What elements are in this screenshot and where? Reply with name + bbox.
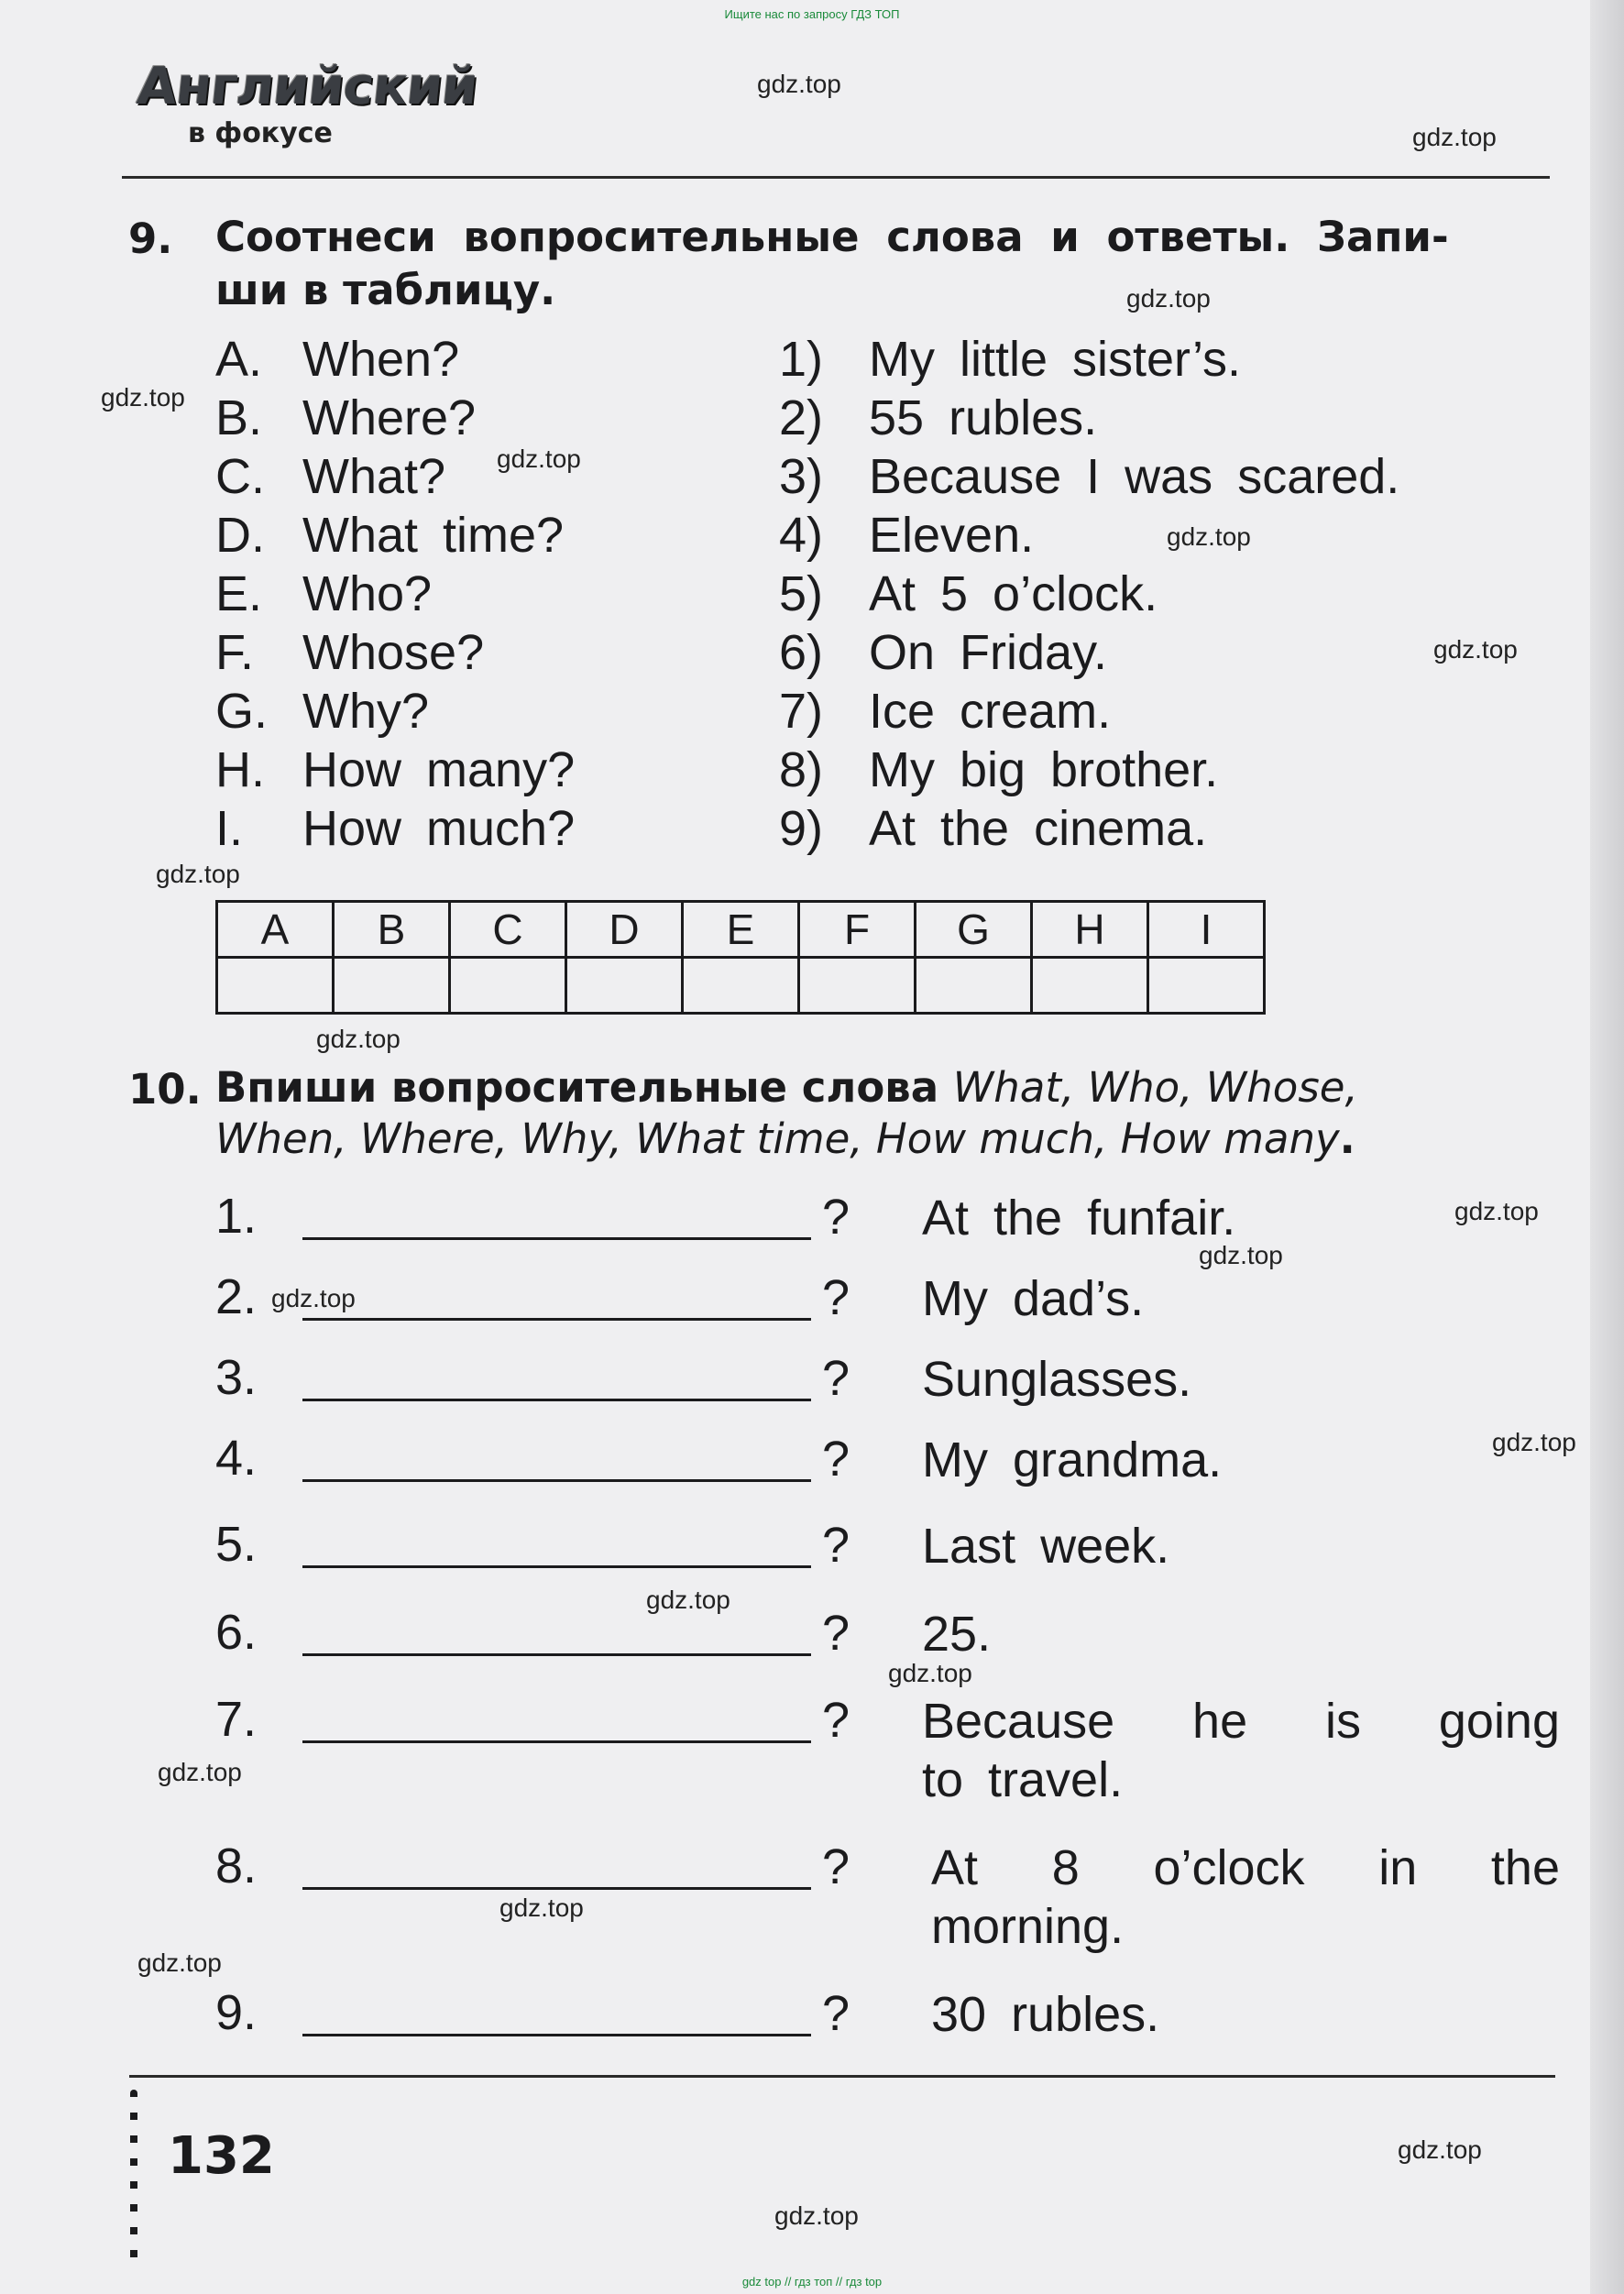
answer-text: 55 rubles. <box>869 390 1098 445</box>
page-number: 132 <box>168 2126 275 2186</box>
answer-number: 5) <box>779 566 824 621</box>
answer-text: My little sister’s. <box>869 332 1242 387</box>
task-10-words-list: When, Where, Why, What time, How much, How many <box>215 1114 1340 1163</box>
answer-blank[interactable] <box>302 1740 811 1743</box>
item-number: 5. <box>215 1517 258 1572</box>
logo-subtitle: в фокусе <box>188 117 333 149</box>
question-letter: B. <box>215 390 263 445</box>
margin-dots <box>130 2090 137 2273</box>
question-letter: D. <box>215 508 265 563</box>
watermark: gdz.top <box>1412 123 1497 151</box>
watermark: gdz.top <box>497 445 581 473</box>
answer-text: On Friday. <box>869 625 1108 680</box>
answer-number: 3) <box>779 449 824 504</box>
table-answer-cell[interactable] <box>566 958 683 1014</box>
question-mark: ? <box>822 1351 850 1406</box>
task-10-number: 10. <box>128 1065 202 1114</box>
watermark: gdz.top <box>1492 1428 1576 1456</box>
question-letter: C. <box>215 449 265 504</box>
table-answer-cell[interactable] <box>916 958 1032 1014</box>
answer-number: 2) <box>779 390 824 445</box>
table-header-cell: H <box>1032 902 1148 958</box>
top-note: Ищите нас по запросу ГДЗ ТОП <box>724 7 900 21</box>
answer-blank[interactable] <box>302 1479 811 1482</box>
answer-number: 6) <box>779 625 824 680</box>
answer-text: At the cinema. <box>869 801 1208 856</box>
task-10-words-line2 <box>215 1113 1355 1166</box>
question-mark: ? <box>822 1190 850 1245</box>
item-answer: Last week. <box>922 1519 1170 1574</box>
question-mark: ? <box>822 1432 850 1487</box>
watermark: gdz.top <box>156 860 240 888</box>
question-letter: H. <box>215 742 265 797</box>
question-text: Where? <box>302 390 477 445</box>
question-mark: ? <box>822 1606 850 1661</box>
watermark: gdz.top <box>1454 1197 1539 1225</box>
item-answer: Sunglasses. <box>922 1352 1192 1407</box>
bottom-note: gdz top // гдз топ // гдз top <box>741 2275 883 2289</box>
question-letter: A. <box>215 332 263 387</box>
item-answer: My grandma. <box>922 1432 1223 1487</box>
header-rule <box>122 176 1550 179</box>
page-edge-shadow <box>1590 0 1624 2294</box>
question-letter: E. <box>215 566 263 621</box>
watermark: gdz.top <box>888 1659 972 1687</box>
answer-blank[interactable] <box>302 1237 811 1240</box>
question-letter: F. <box>215 625 255 680</box>
table-answer-cell[interactable] <box>1148 958 1265 1014</box>
table-header-cell: C <box>450 902 566 958</box>
watermark: gdz.top <box>101 383 185 412</box>
table-header-cell: G <box>916 902 1032 958</box>
answer-number: 7) <box>779 684 824 739</box>
table-header-cell: D <box>566 902 683 958</box>
question-text: How many? <box>302 742 576 797</box>
question-mark: ? <box>822 1518 850 1573</box>
item-number: 1. <box>215 1189 258 1244</box>
watermark: gdz.top <box>1126 284 1211 313</box>
table-answer-cell[interactable] <box>217 958 334 1014</box>
answer-number: 4) <box>779 508 824 563</box>
watermark: gdz.top <box>316 1025 401 1053</box>
item-number: 7. <box>215 1692 258 1747</box>
watermark: gdz.top <box>757 70 841 98</box>
question-text: When? <box>302 332 460 387</box>
answer-blank[interactable] <box>302 1318 811 1321</box>
table-answer-cell[interactable] <box>683 958 799 1014</box>
task-9-title-line1: Соотнеси вопросительные слова и ответы. Запи- <box>215 213 1449 261</box>
table-header-cell: F <box>799 902 916 958</box>
task-9-title-line2: ши в таблицу. <box>215 266 556 314</box>
item-answer: 25. <box>922 1607 992 1662</box>
item-answer-continued: to travel. <box>922 1752 1124 1807</box>
watermark: gdz.top <box>774 2201 859 2230</box>
answer-text: Because I was scared. <box>869 449 1400 504</box>
question-text: Whose? <box>302 625 485 680</box>
answer-number: 1) <box>779 332 824 387</box>
watermark: gdz.top <box>1199 1241 1283 1269</box>
item-answer: At 8 o’clock in the <box>931 1840 1560 1895</box>
watermark: gdz.top <box>271 1284 356 1312</box>
question-mark: ? <box>822 1986 850 2041</box>
item-number: 6. <box>215 1605 258 1660</box>
question-text: How much? <box>302 801 576 856</box>
item-number: 2. <box>215 1269 258 1324</box>
task-10-words-line1: What, Who, Whose, <box>952 1063 1358 1112</box>
table-answer-cell[interactable] <box>334 958 450 1014</box>
question-letter: G. <box>215 684 269 739</box>
watermark: gdz.top <box>1433 635 1518 664</box>
watermark: gdz.top <box>1167 522 1251 551</box>
watermark: gdz.top <box>158 1758 242 1786</box>
answer-blank[interactable] <box>302 1653 811 1656</box>
answer-text: Eleven. <box>869 508 1035 563</box>
table-header-cell: I <box>1148 902 1265 958</box>
question-text: Why? <box>302 684 430 739</box>
task-9-number: 9. <box>128 214 173 263</box>
question-text: What? <box>302 449 446 504</box>
answer-number: 8) <box>779 742 824 797</box>
footer-rule <box>129 2075 1555 2078</box>
answer-number: 9) <box>779 801 824 856</box>
item-answer: My dad’s. <box>922 1271 1145 1326</box>
item-number: 8. <box>215 1838 258 1893</box>
answer-blank[interactable] <box>302 1887 811 1890</box>
table-answer-cell[interactable] <box>450 958 566 1014</box>
item-number: 3. <box>215 1350 258 1405</box>
item-answer: Because he is going <box>922 1694 1560 1749</box>
watermark: gdz.top <box>646 1586 730 1614</box>
question-mark: ? <box>822 1693 850 1748</box>
answer-blank[interactable] <box>302 1399 811 1401</box>
answer-text: My big brother. <box>869 742 1219 797</box>
question-text: Who? <box>302 566 433 621</box>
table-header-cell: E <box>683 902 799 958</box>
item-number: 9. <box>215 1985 258 2040</box>
answer-blank[interactable] <box>302 2034 811 2036</box>
answer-table <box>215 900 1266 1015</box>
question-mark: ? <box>822 1839 850 1894</box>
answer-blank[interactable] <box>302 1565 811 1568</box>
logo-title: Английский <box>134 57 480 116</box>
answer-text: At 5 o’clock. <box>869 566 1158 621</box>
table-header-cell: A <box>217 902 334 958</box>
item-answer-continued: morning. <box>931 1899 1125 1954</box>
task-10-title <box>215 1061 1358 1114</box>
answer-text: Ice cream. <box>869 684 1112 739</box>
item-answer: At the funfair. <box>922 1191 1236 1246</box>
watermark: gdz.top <box>499 1893 584 1922</box>
task-10-words-end: . <box>1339 1114 1355 1163</box>
table-answer-cell[interactable] <box>1032 958 1148 1014</box>
watermark: gdz.top <box>1398 2135 1482 2164</box>
table-header-cell: B <box>334 902 450 958</box>
question-mark: ? <box>822 1270 850 1325</box>
watermark: gdz.top <box>137 1948 222 1977</box>
question-text: What time? <box>302 508 565 563</box>
item-answer: 30 rubles. <box>931 1987 1160 2042</box>
question-letter: I. <box>215 801 244 856</box>
table-answer-cell[interactable] <box>799 958 916 1014</box>
task-10-title-bold: Впиши вопросительные слова <box>215 1063 939 1112</box>
item-number: 4. <box>215 1431 258 1486</box>
